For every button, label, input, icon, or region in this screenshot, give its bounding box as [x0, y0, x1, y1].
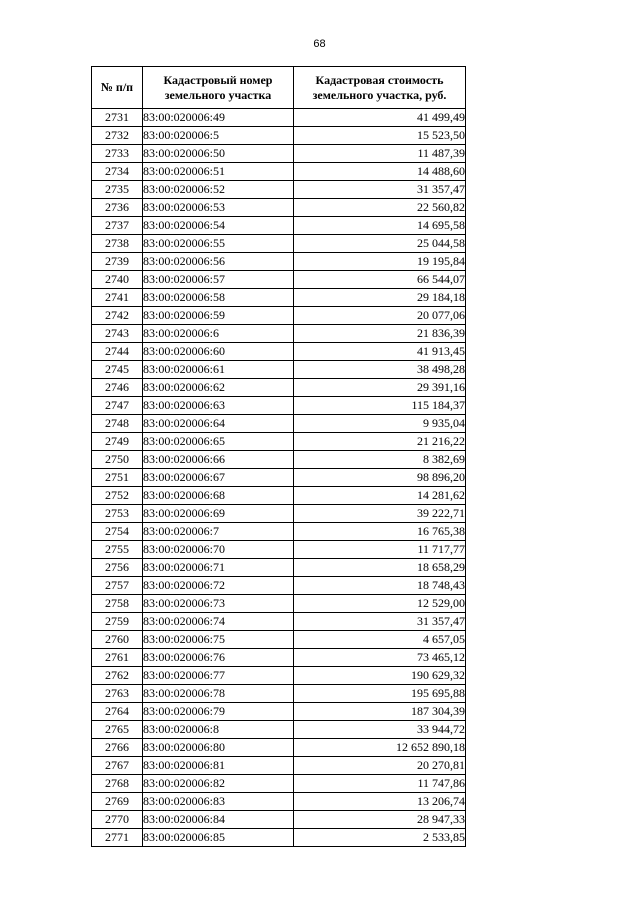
cadastral-value: 20 077,06 [294, 307, 466, 325]
row-number: 2763 [92, 685, 143, 703]
row-number: 2742 [92, 307, 143, 325]
cadastral-value: 11 487,39 [294, 145, 466, 163]
cadastral-value: 73 465,12 [294, 649, 466, 667]
cadastral-value: 29 391,16 [294, 379, 466, 397]
row-number: 2743 [92, 325, 143, 343]
cadastral-number: 83:00:020006:63 [143, 397, 294, 415]
cadastral-number: 83:00:020006:5 [143, 127, 294, 145]
table-row [92, 667, 466, 685]
cadastral-value: 98 896,20 [294, 469, 466, 487]
cadastral-value: 187 304,39 [294, 703, 466, 721]
table-row [92, 145, 466, 163]
cadastral-value: 14 488,60 [294, 163, 466, 181]
cadastral-number: 83:00:020006:82 [143, 775, 294, 793]
cadastral-value: 12 529,00 [294, 595, 466, 613]
cadastral-value: 18 748,43 [294, 577, 466, 595]
cadastral-number: 83:00:020006:53 [143, 199, 294, 217]
row-number: 2755 [92, 541, 143, 559]
cadastral-value: 13 206,74 [294, 793, 466, 811]
table-row [92, 415, 466, 433]
cadastral-number: 83:00:020006:61 [143, 361, 294, 379]
row-number: 2761 [92, 649, 143, 667]
row-number: 2770 [92, 811, 143, 829]
table-row [92, 451, 466, 469]
row-number: 2766 [92, 739, 143, 757]
cadastral-number: 83:00:020006:54 [143, 217, 294, 235]
cadastral-value: 12 652 890,18 [294, 739, 466, 757]
table-row [92, 127, 466, 145]
table-row [92, 181, 466, 199]
cadastral-value: 14 281,62 [294, 487, 466, 505]
header-row [92, 67, 466, 109]
cadastral-value: 11 717,77 [294, 541, 466, 559]
cadastral-number: 83:00:020006:85 [143, 829, 294, 847]
table-row [92, 703, 466, 721]
cadastral-number: 83:00:020006:75 [143, 631, 294, 649]
cadastral-value: 33 944,72 [294, 721, 466, 739]
cadastral-value: 8 382,69 [294, 451, 466, 469]
row-number: 2762 [92, 667, 143, 685]
cadastral-number: 83:00:020006:78 [143, 685, 294, 703]
cadastral-number: 83:00:020006:68 [143, 487, 294, 505]
row-number: 2738 [92, 235, 143, 253]
table-row [92, 505, 466, 523]
cadastral-value: 41 913,45 [294, 343, 466, 361]
table-header [92, 67, 466, 109]
row-number: 2744 [92, 343, 143, 361]
row-number: 2768 [92, 775, 143, 793]
cadastral-value: 4 657,05 [294, 631, 466, 649]
row-number: 2745 [92, 361, 143, 379]
table-row [92, 685, 466, 703]
cadastral-number: 83:00:020006:7 [143, 523, 294, 541]
cadastral-value: 2 533,85 [294, 829, 466, 847]
cadastral-value: 21 836,39 [294, 325, 466, 343]
table-row [92, 163, 466, 181]
table-row [92, 109, 466, 127]
cadastral-number: 83:00:020006:84 [143, 811, 294, 829]
cadastral-value: 29 184,18 [294, 289, 466, 307]
row-number: 2753 [92, 505, 143, 523]
cadastral-number: 83:00:020006:51 [143, 163, 294, 181]
cadastral-value: 31 357,47 [294, 181, 466, 199]
cadastral-number: 83:00:020006:6 [143, 325, 294, 343]
table-row [92, 595, 466, 613]
cadastral-number: 83:00:020006:79 [143, 703, 294, 721]
table-row [92, 577, 466, 595]
row-number: 2756 [92, 559, 143, 577]
row-number: 2759 [92, 613, 143, 631]
table-row [92, 649, 466, 667]
row-number: 2765 [92, 721, 143, 739]
row-number: 2758 [92, 595, 143, 613]
cadastral-number: 83:00:020006:52 [143, 181, 294, 199]
row-number: 2764 [92, 703, 143, 721]
row-number: 2754 [92, 523, 143, 541]
cadastral-number: 83:00:020006:65 [143, 433, 294, 451]
cadastral-number: 83:00:020006:55 [143, 235, 294, 253]
cadastral-number: 83:00:020006:72 [143, 577, 294, 595]
table-row [92, 829, 466, 847]
cadastral-number: 83:00:020006:58 [143, 289, 294, 307]
row-number: 2771 [92, 829, 143, 847]
cadastral-value: 20 270,81 [294, 757, 466, 775]
row-number: 2748 [92, 415, 143, 433]
cadastral-number: 83:00:020006:59 [143, 307, 294, 325]
cadastral-number: 83:00:020006:71 [143, 559, 294, 577]
row-number: 2757 [92, 577, 143, 595]
cadastral-value: 22 560,82 [294, 199, 466, 217]
cadastral-number: 83:00:020006:73 [143, 595, 294, 613]
row-number: 2749 [92, 433, 143, 451]
row-number: 2746 [92, 379, 143, 397]
table-row [92, 253, 466, 271]
row-number: 2734 [92, 163, 143, 181]
cadastral-number: 83:00:020006:76 [143, 649, 294, 667]
header-cadastral-number: Кадастровый номер земельного участка [143, 67, 294, 109]
cadastral-number: 83:00:020006:64 [143, 415, 294, 433]
cadastral-number: 83:00:020006:50 [143, 145, 294, 163]
row-number: 2733 [92, 145, 143, 163]
header-cadastral-value: Кадастровая стоимость земельного участка, руб. [294, 67, 466, 109]
page-number: 68 [313, 38, 326, 50]
table-row [92, 793, 466, 811]
cadastral-value: 41 499,49 [294, 109, 466, 127]
table-row [92, 811, 466, 829]
row-number: 2769 [92, 793, 143, 811]
cadastral-number: 83:00:020006:83 [143, 793, 294, 811]
table-row [92, 235, 466, 253]
row-number: 2747 [92, 397, 143, 415]
table-row [92, 523, 466, 541]
table-row [92, 775, 466, 793]
cadastral-value: 21 216,22 [294, 433, 466, 451]
cadastral-value: 19 195,84 [294, 253, 466, 271]
cadastral-value: 11 747,86 [294, 775, 466, 793]
row-number: 2735 [92, 181, 143, 199]
table-row [92, 397, 466, 415]
table-row [92, 433, 466, 451]
cadastral-value: 9 935,04 [294, 415, 466, 433]
header-number: № п/п [92, 67, 143, 109]
row-number: 2731 [92, 109, 143, 127]
cadastral-number: 83:00:020006:80 [143, 739, 294, 757]
row-number: 2739 [92, 253, 143, 271]
cadastral-number: 83:00:020006:67 [143, 469, 294, 487]
cadastral-value: 190 629,32 [294, 667, 466, 685]
cadastral-number: 83:00:020006:77 [143, 667, 294, 685]
table-row [92, 631, 466, 649]
cadastral-number: 83:00:020006:81 [143, 757, 294, 775]
table-row [92, 361, 466, 379]
row-number: 2767 [92, 757, 143, 775]
cadastral-number: 83:00:020006:74 [143, 613, 294, 631]
row-number: 2737 [92, 217, 143, 235]
cadastral-value: 25 044,58 [294, 235, 466, 253]
cadastral-value: 31 357,47 [294, 613, 466, 631]
cadastral-number: 83:00:020006:56 [143, 253, 294, 271]
table-row [92, 559, 466, 577]
cadastral-value: 66 544,07 [294, 271, 466, 289]
table-row [92, 721, 466, 739]
cadastral-number: 83:00:020006:8 [143, 721, 294, 739]
cadastral-number: 83:00:020006:66 [143, 451, 294, 469]
row-number: 2750 [92, 451, 143, 469]
cadastral-value: 115 184,37 [294, 397, 466, 415]
cadastral-value: 28 947,33 [294, 811, 466, 829]
cadastral-number: 83:00:020006:49 [143, 109, 294, 127]
cadastral-number: 83:00:020006:57 [143, 271, 294, 289]
row-number: 2751 [92, 469, 143, 487]
cadastral-table [91, 66, 466, 847]
table-row [92, 325, 466, 343]
table-row [92, 307, 466, 325]
table-row [92, 739, 466, 757]
row-number: 2760 [92, 631, 143, 649]
table-row [92, 757, 466, 775]
cadastral-number: 83:00:020006:70 [143, 541, 294, 559]
cadastral-number: 83:00:020006:60 [143, 343, 294, 361]
cadastral-value: 18 658,29 [294, 559, 466, 577]
table-row [92, 487, 466, 505]
row-number: 2740 [92, 271, 143, 289]
cadastral-value: 15 523,50 [294, 127, 466, 145]
table-row [92, 469, 466, 487]
cadastral-value: 39 222,71 [294, 505, 466, 523]
cadastral-number: 83:00:020006:69 [143, 505, 294, 523]
table-row [92, 343, 466, 361]
table-row [92, 613, 466, 631]
cadastral-number: 83:00:020006:62 [143, 379, 294, 397]
cadastral-value: 38 498,28 [294, 361, 466, 379]
row-number: 2736 [92, 199, 143, 217]
table-body [92, 109, 466, 847]
table-row [92, 271, 466, 289]
row-number: 2732 [92, 127, 143, 145]
table-row [92, 217, 466, 235]
row-number: 2752 [92, 487, 143, 505]
cadastral-value: 16 765,38 [294, 523, 466, 541]
row-number: 2741 [92, 289, 143, 307]
table-row [92, 199, 466, 217]
cadastral-value: 195 695,88 [294, 685, 466, 703]
table-row [92, 541, 466, 559]
cadastral-value: 14 695,58 [294, 217, 466, 235]
table-row [92, 289, 466, 307]
table-row [92, 379, 466, 397]
